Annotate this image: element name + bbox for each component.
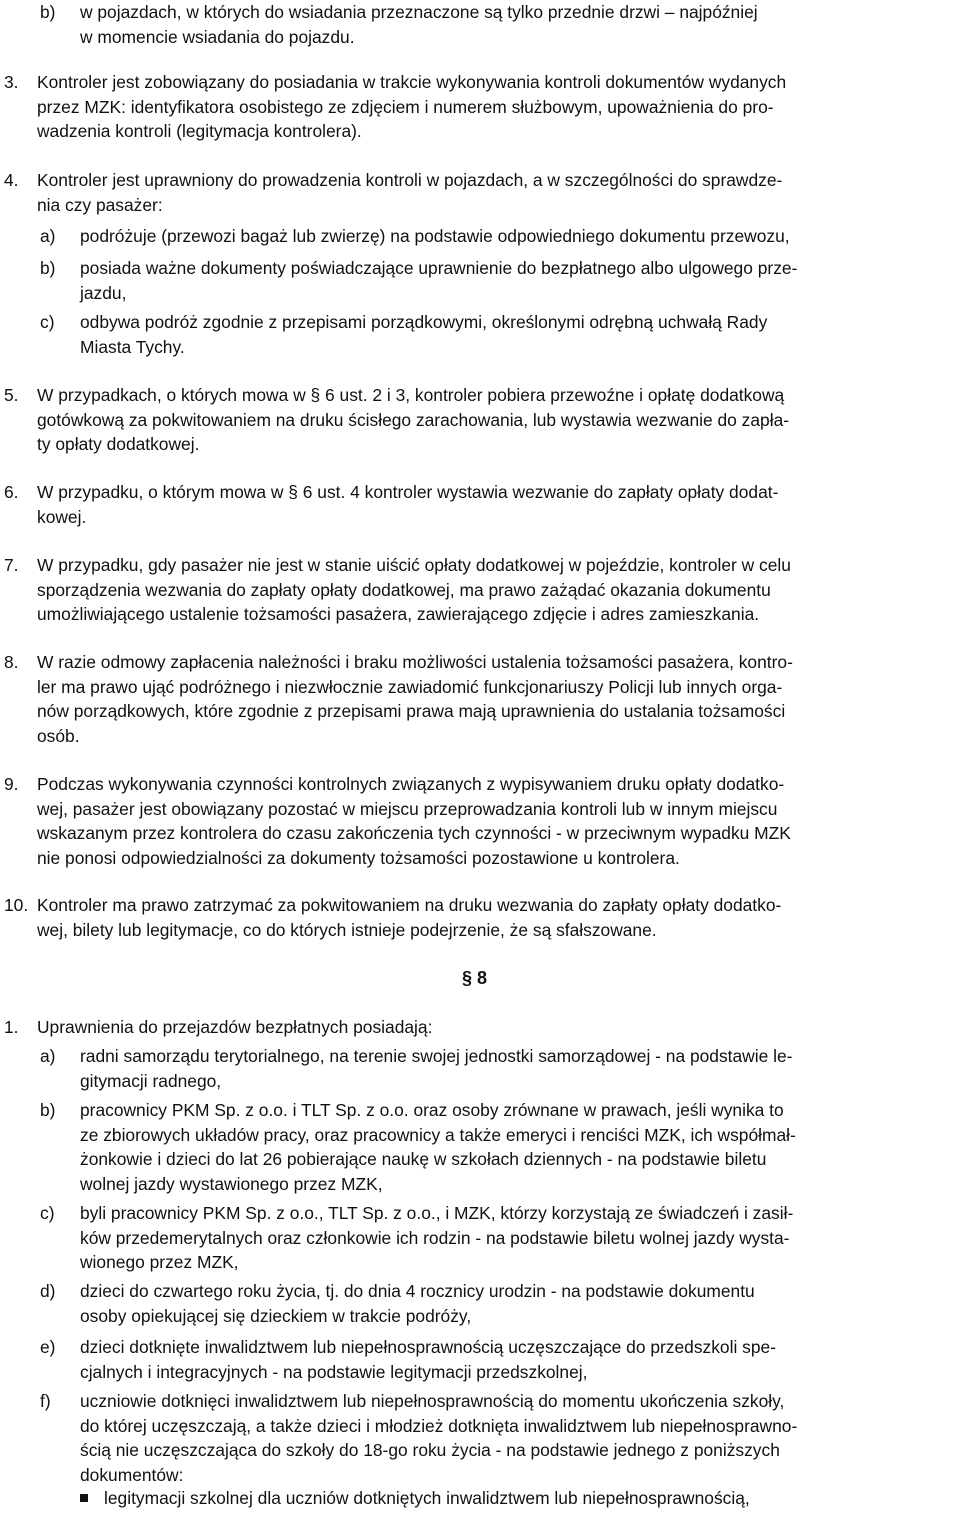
item-number: e) — [40, 1337, 56, 1357]
item-number: b) — [40, 1100, 56, 1120]
item-number: b) — [40, 2, 56, 22]
list-item: pracownicy PKM Sp. z o.o. i TLT Sp. z o.o. oraz osoby zrównane w prawach, jeśli wynika to ze zbiorowych układów pracy, oraz pracownicy a także emeryci i renciści MZK, ich współmał- żonkowie i dzieci do lat 26 pobierające naukę w szkołach dziennych - na podstawie biletu wolnej jazdy wystawionego przez MZK, — [80, 1100, 796, 1194]
item-number: 3. — [4, 72, 19, 92]
item-number: 10. — [4, 895, 29, 915]
square-bullet-icon — [80, 1494, 88, 1502]
list-item: radni samorządu terytorialnego, na terenie swojej jednostki samorządowej - na podstawie le- gitymacji radnego, — [80, 1046, 793, 1091]
paragraph: Uprawnienia do przejazdów bezpłatnych posiadają: — [37, 1017, 433, 1037]
list-item: w pojazdach, w których do wsiadania przeznaczone są tylko przednie drzwi – najpóźniej w momencie wsiadania do pojazdu. — [80, 2, 758, 47]
item-number: a) — [40, 226, 56, 246]
item-number: f) — [40, 1391, 51, 1411]
paragraph: W razie odmowy zapłacenia należności i braku możliwości ustalenia tożsamości pasażera, kontro- ler ma prawo ująć podróżnego i niezwłocznie zawiadomić funkcjonariuszy Policji lub innych orga- nów porządkowych, które zgodnie z przepisami prawa mają uprawnienia do ustalania tożsamości osób. — [37, 652, 793, 746]
paragraph: Kontroler jest uprawniony do prowadzenia kontroli w pojazdach, a w szczególności do sprawdze- nia czy pasażer: — [37, 170, 783, 215]
item-number: 1. — [4, 1017, 19, 1037]
item-number: 6. — [4, 482, 19, 502]
list-item: byli pracownicy PKM Sp. z o.o., TLT Sp. z o.o., i MZK, którzy korzystają ze świadczeń i zasił- ków przedemerytalnych oraz członkowie ich rodzin - na podstawie biletu wolnej jazdy wysta- wionego przez MZK, — [80, 1203, 794, 1273]
paragraph: W przypadkach, o których mowa w § 6 ust. 2 i 3, kontroler pobiera przewoźne i opłatę dodatkową gotówkową za pokwitowaniem na druku ścisłego zarachowania, lub wystawia wezwanie do zapła- ty opłaty dodatkowej. — [37, 385, 790, 455]
paragraph: Kontroler ma prawo zatrzymać za pokwitowaniem na druku wezwania do zapłaty opłaty dodatko- wej, bilety lub legitymacje, co do których istnieje podejrzenie, że są sfałszowane. — [37, 895, 782, 940]
item-number: 8. — [4, 652, 19, 672]
item-number: c) — [40, 312, 55, 332]
paragraph: W przypadku, o którym mowa w § 6 ust. 4 kontroler wystawia wezwanie do zapłaty opłaty dodat- kowej. — [37, 482, 779, 527]
list-item: dzieci dotknięte inwalidztwem lub niepełnosprawnością uczęszczające do przedszkoli spe- cjalnych i integracyjnych - na podstawie legitymacji przedszkolnej, — [80, 1337, 776, 1382]
list-item: posiada ważne dokumenty poświadczające uprawnienie do bezpłatnego albo ulgowego prze- jazdu, — [80, 258, 798, 303]
paragraph: Kontroler jest zobowiązany do posiadania w trakcie wykonywania kontroli dokumentów wydanych przez MZK: identyfikatora osobistego ze zdjęciem i numerem służbowym, upoważnienia do pro- wadzenia kontroli (legitymacja kontrolera). — [37, 72, 787, 142]
item-number: c) — [40, 1203, 55, 1223]
item-number: d) — [40, 1281, 56, 1301]
item-number: b) — [40, 258, 56, 278]
bullet-item: legitymacji szkolnej dla uczniów dotkniętych inwalidztwem lub niepełnosprawnością, — [104, 1488, 750, 1508]
item-number: 9. — [4, 774, 19, 794]
list-item: odbywa podróż zgodnie z przepisami porządkowymi, określonymi odrębną uchwałą Rady Miasta Tychy. — [80, 312, 768, 357]
paragraph: W przypadku, gdy pasażer nie jest w stanie uiścić opłaty dodatkowej w pojeździe, kontroler w celu sporządzenia wezwania do zapłaty opłaty dodatkowej, ma prawo zażądać okazania dokumentu umożliwiającego ustalenie tożsamości pasażera, zawierającego zdjęcie i adres zamieszkania. — [37, 555, 791, 625]
item-number: a) — [40, 1046, 56, 1066]
list-item: dzieci do czwartego roku życia, tj. do dnia 4 rocznicy urodzin - na podstawie dokumentu osoby opiekującej się dzieckiem w trakcie podróży, — [80, 1281, 755, 1326]
list-item: podróżuje (przewozi bagaż lub zwierzę) na podstawie odpowiedniego dokumentu przewozu, — [80, 226, 790, 246]
item-number: 7. — [4, 555, 19, 575]
list-item: uczniowie dotknięci inwalidztwem lub niepełnosprawnością do momentu ukończenia szkoły, do której uczęszczają, a także dzieci i młodzież dotknięta inwalidztwem lub niepełnosprawno- ścią nie uczęszczająca do szkoły do 18-go roku życia - na podstawie jednego z poniższych dokumentów: — [80, 1391, 798, 1485]
item-number: 4. — [4, 170, 19, 190]
paragraph: Podczas wykonywania czynności kontrolnych związanych z wypisywaniem druku opłaty dodatko- wej, pasażer jest obowiązany pozostać w miejscu przeprowadzania kontroli lub w innym miejscu wskazanym przez kontrolera do czasu zakończenia tych czynności - w przeciwnym wypadku MZK nie ponosi odpowiedzialności za dokumenty tożsamości pozostawione u kontrolera. — [37, 774, 791, 868]
section-heading: § 8 — [462, 968, 488, 988]
item-number: 5. — [4, 385, 19, 405]
